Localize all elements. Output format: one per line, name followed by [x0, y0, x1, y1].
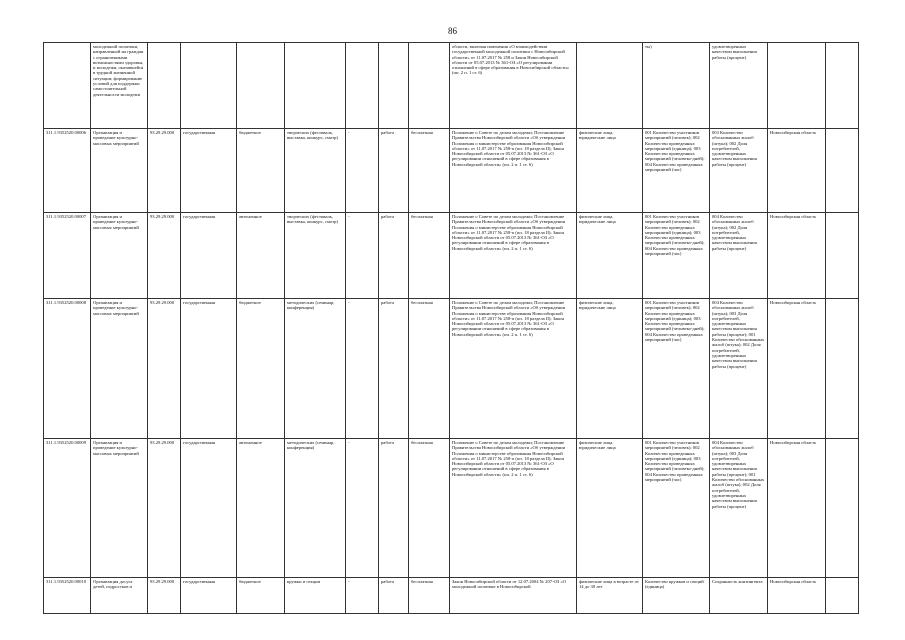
- table-cell: государственная: [181, 299, 237, 439]
- table-cell: 93.29.29.000: [148, 439, 181, 578]
- table-cell: 93.29.29.000: [148, 129, 181, 213]
- table-cell: Положение о Совете по делам молодежи; Постановление Правительства Новосибирской области «Об утверждении Положения о министерстве образования Новосибирской области» от 11.07.2017 № 258-п (пп. 18 раздела II); Закон Новосибирской области от 05.07.2013 № 361-ОЗ «О регулировании отношений в сфере образования в Новосибирской области» (пп. 2 п. 1 ст. 6): [450, 299, 577, 439]
- table-cell: [826, 299, 859, 439]
- table-cell: [379, 43, 409, 129]
- table-cell: Организация досуга детей, подростков и: [91, 578, 148, 614]
- table-cell: 001 Количество участников мероприятий (человек); 002 Количество проведенных мероприятий (единица); 003 Количество проведенных мероприятий (человеко-дней); 004 Количество проведенных мероприятий (час): [643, 439, 710, 578]
- table-cell: Новосибирская область: [768, 129, 826, 213]
- table-cell: творческих (фестиваль, выставка, конкурс, смотр): [285, 213, 346, 299]
- table-cell: бесплатная: [409, 299, 450, 439]
- table-cell: [409, 43, 450, 129]
- table-cell: творческих (фестиваль, выставка, конкурс, смотр): [285, 129, 346, 213]
- table-cell: 001 Количество участников мероприятий (человек); 002 Количество проведенных мероприятий (единица); 003 Количество проведенных мероприятий (человеко-дней); 004 Количество проведенных мероприятий (час): [643, 213, 710, 299]
- table-cell: бесплатная: [409, 439, 450, 578]
- table-cell: методических (семинар, конференция): [285, 299, 346, 439]
- table-row: [44, 213, 859, 299]
- table-cell: бюджетное: [237, 578, 285, 614]
- table-cell: Новосибирская область: [768, 213, 826, 299]
- table-cell: физические лица, юридические лица: [577, 299, 643, 439]
- table-cell: 311.1.9352520.00008: [44, 299, 91, 439]
- table-cell: 311.1.9352520.00009: [44, 439, 91, 578]
- table-cell: 93.29.29.000: [148, 299, 181, 439]
- table-cell: 001 Количество участников мероприятий (человек); 002 Количество проведенных мероприятий (единица); 003 Количество проведенных мероприятий (человеко-дней); 004 Количество проведенных мероприятий (час): [643, 129, 710, 213]
- table-cell: 004 Количество обоснованных жалоб (штука); 002 Доля потребителей, удовлетворенных качеством выполнения работы (процент): [710, 213, 768, 299]
- table-cell: бесплатная: [409, 578, 450, 614]
- table-cell: 93.29.29.000: [148, 578, 181, 614]
- table-cell: бесплатная: [409, 129, 450, 213]
- table-cell: физические лица, юридические лица: [577, 129, 643, 213]
- table-cell: [346, 43, 379, 129]
- table-cell: [577, 43, 643, 129]
- table-cell: физические лица, юридические лица: [577, 439, 643, 578]
- table-cell: бюджетное: [237, 129, 285, 213]
- table-cell: -: [346, 439, 379, 578]
- table-row: [44, 578, 859, 614]
- table-cell: [285, 43, 346, 129]
- table-cell: [826, 578, 859, 614]
- table-cell: [826, 43, 859, 129]
- table-cell: Положение о Совете по делам молодежи; Постановление Правительства Новосибирской области «Об утверждении Положения о министерстве образования Новосибирской области» от 11.07.2017 № 258-п (пп. 18 раздела II); Закон Новосибирской области от 05.07.2013 № 361-ОЗ «О регулировании отношений в сфере образования в Новосибирской области» (пп. 2 п. 1 ст. 6): [450, 213, 577, 299]
- table-cell: физические лица в возрасте от 14 до 30 лет: [577, 578, 643, 614]
- table-cell: [181, 43, 237, 129]
- table-cell: бюджетное: [237, 299, 285, 439]
- table-cell: работа: [379, 439, 409, 578]
- table-cell: -: [346, 129, 379, 213]
- table-cell: -: [346, 578, 379, 614]
- table-cell: автономное: [237, 213, 285, 299]
- table-cell: Положение о Совете по делам молодежи; Постановление Правительства Новосибирской области «Об утверждении Положения о министерстве образования Новосибирской области» от 11.07.2017 № 258-п (пп. 18 раздела II); Закон Новосибирской области от 05.07.2013 № 361-ОЗ «О регулировании отношений в сфере образования в Новосибирской области» (пп. 2 п. 1 ст. 6): [450, 129, 577, 213]
- table-cell: -: [346, 213, 379, 299]
- table-cell: 003 Количество обоснованных жалоб (штука); 002 Доля потребителей, удовлетворенных качеством выполнения работы (процент): [710, 129, 768, 213]
- table-cell: [826, 213, 859, 299]
- table-cell: [826, 439, 859, 578]
- table-cell: 93.29.29.000: [148, 213, 181, 299]
- table-cell: работа: [379, 213, 409, 299]
- page-number: 86: [448, 26, 457, 36]
- table-cell: 004 Количество обоснованных жалоб (штука); 003 Доля потребителей, удовлетворенных качеством выполнения работы (процент); 001 Количество обоснованных жалоб (штука); 002 Доля потребителей, удовлетворенных качеством выполнения работы (процент): [710, 439, 768, 578]
- table-cell: государственная: [181, 129, 237, 213]
- table-cell: 311.1.9352520.00010: [44, 578, 91, 614]
- table-cell: [44, 43, 91, 129]
- table-cell: Новосибирская область: [768, 439, 826, 578]
- table-cell: работа: [379, 578, 409, 614]
- table-row: [44, 129, 859, 213]
- table-cell: 311.1.9352520.00006: [44, 129, 91, 213]
- table-cell: работа: [379, 299, 409, 439]
- table-cell: 001 Количество участников мероприятий (человек); 002 Количество проведенных мероприятий (единица); 003 Количество проведенных мероприятий (человеко-дней); 004 Количество проведенных мероприятий (час): [643, 299, 710, 439]
- table-cell: [768, 43, 826, 129]
- table-cell: Количество кружков и секций (единица): [643, 578, 710, 614]
- table-cell: Закон Новосибирской области от 12.07.2004 № 207-ОЗ «О молодежной политике в Новосибирской: [450, 578, 577, 614]
- table-cell: физические лица, юридические лица: [577, 213, 643, 299]
- table-cell: методических (семинар, конференция): [285, 439, 346, 578]
- table-cell: Организация и проведение культурно-массовых мероприятий: [91, 213, 148, 299]
- table-cell: Организация и проведение культурно-массовых мероприятий: [91, 129, 148, 213]
- table-cell: [148, 43, 181, 129]
- table-cell: кружки и секции: [285, 578, 346, 614]
- table-cell: [826, 129, 859, 213]
- table-cell: Организация и проведение культурно-массовых мероприятий: [91, 299, 148, 439]
- table-cell: -: [346, 299, 379, 439]
- table-cell: Положение о Совете по делам молодежи; Постановление Правительства Новосибирской области «Об утверждении Положения о министерстве образования Новосибирской области» от 11.07.2017 № 258-п (пп. 18 раздела II); Закон Новосибирской области от 05.07.2013 № 361-ОЗ «О регулировании отношений в сфере образования в Новосибирской области» (пп. 2 п. 1 ст. 6): [450, 439, 577, 578]
- services-register-table: [43, 42, 859, 614]
- table-cell: автономное: [237, 439, 285, 578]
- table-cell: бесплатная: [409, 213, 450, 299]
- table-cell: Сохранность контингента: [710, 578, 768, 614]
- table-cell: 311.1.9352520.00007: [44, 213, 91, 299]
- table-cell: ты): [643, 43, 710, 129]
- table-cell: молодежной политики, направленной на граждан с ограниченными возможностями здоровья, и молодежи, оказавшейся в трудной жизненной ситуации; формирование условий для поддержки самостоятельной деятельности молодежи: [91, 43, 148, 129]
- table-row: [44, 43, 859, 129]
- table-cell: удовлетворенных качеством выполнения работы (процент): [710, 43, 768, 129]
- table-cell: Новосибирская область: [768, 578, 826, 614]
- table-cell: [237, 43, 285, 129]
- table-cell: Организация и проведение культурно-массовых мероприятий: [91, 439, 148, 578]
- table-row: [44, 439, 859, 578]
- table-cell: области, включая изменения «О взаимодействии государственной молодежной политики с Новосибирской области» от 11.07.2017 № 258 и Закон Новосибирской области от 05.07.2013 № 361-ОЗ «О регулировании отношений в сфере образования в Новосибирской области» (пп. 2 п. 1 ст. 6): [450, 43, 577, 129]
- table-body: [44, 43, 859, 614]
- table-cell: 004 Количество обоснованных жалоб (штука); 003 Доля потребителей, удовлетворенных качеством выполнения работы (процент); 001 Количество обоснованных жалоб (штука); 002 Доля потребителей, удовлетворенных качеством выполнения работы (процент): [710, 299, 768, 439]
- table-cell: работа: [379, 129, 409, 213]
- table-row: [44, 299, 859, 439]
- table-cell: государственная: [181, 439, 237, 578]
- table-cell: государственная: [181, 213, 237, 299]
- table-cell: Новосибирская область: [768, 299, 826, 439]
- table-cell: государственная: [181, 578, 237, 614]
